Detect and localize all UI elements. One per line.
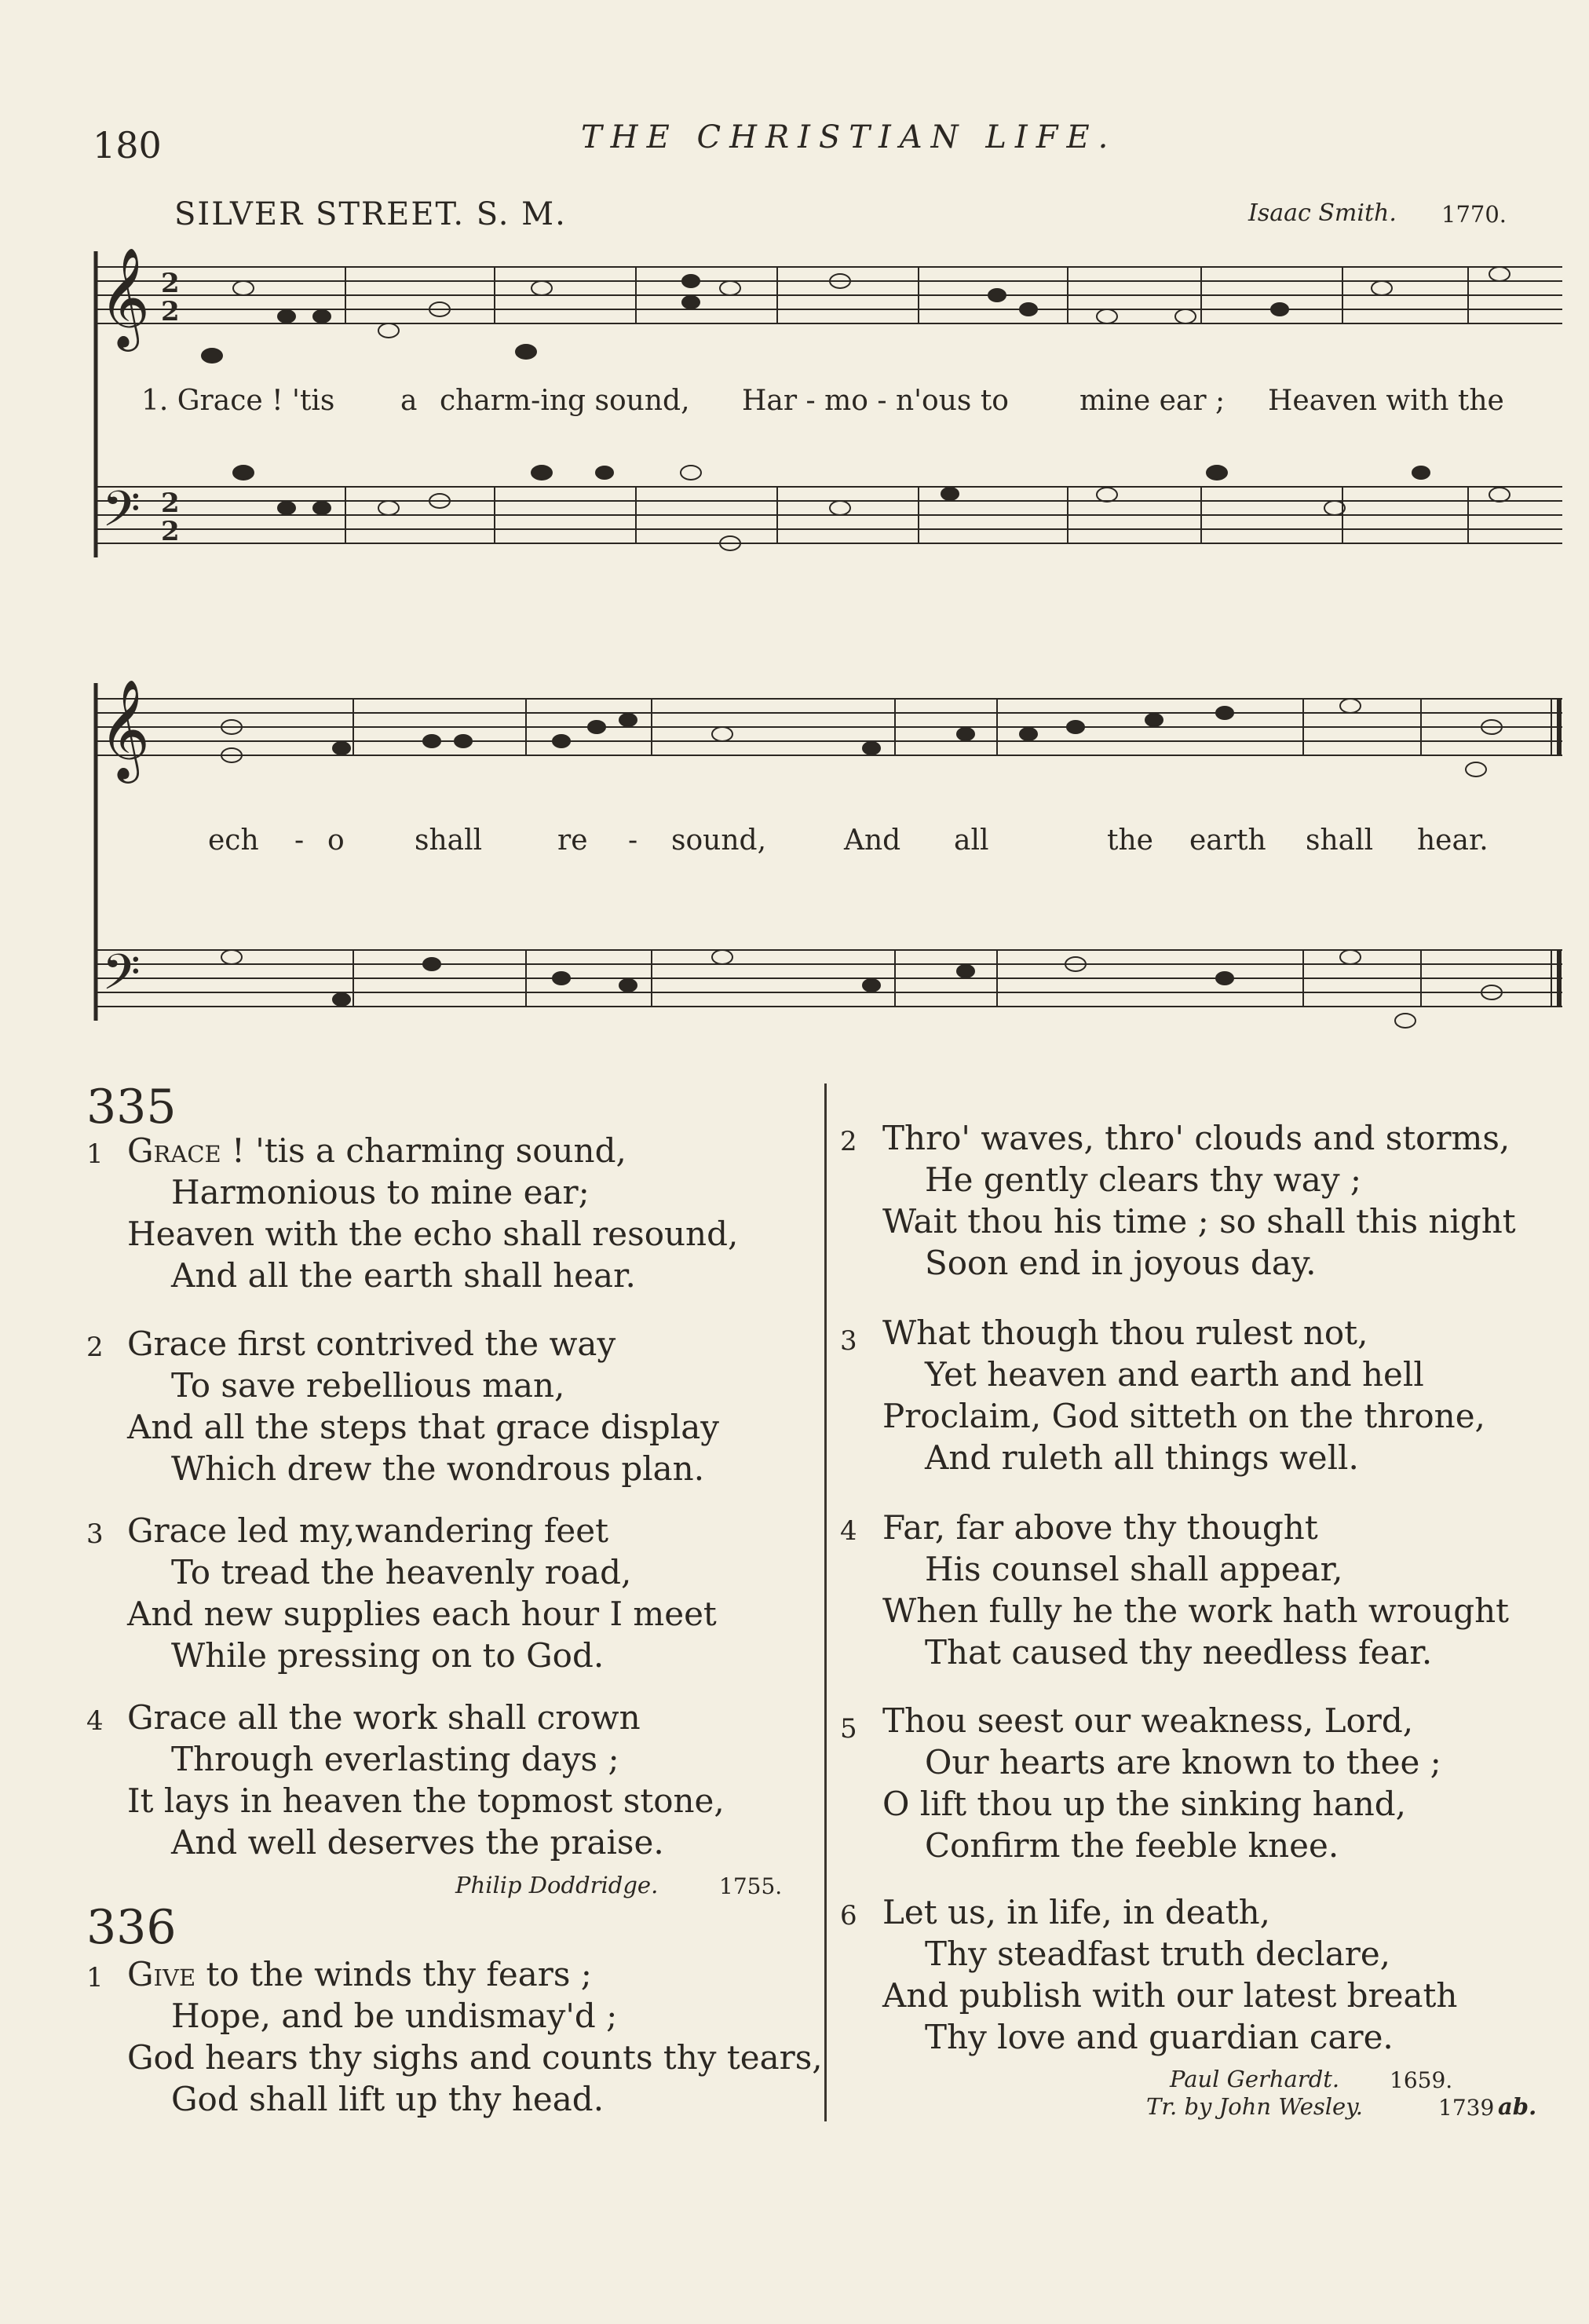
- svg-text:2: 2: [161, 488, 180, 519]
- hymn-year: 1659.: [1390, 2067, 1453, 2093]
- stanza-number: 5: [840, 1713, 857, 1745]
- verse-line: And publish with our latest breath: [882, 1976, 1458, 2015]
- translator-note: ab.: [1498, 2093, 1537, 2120]
- hymn-author: Paul Gerhardt.: [1170, 2066, 1340, 2092]
- verse-line: O lift thou up the sinking hand,: [882, 1785, 1407, 1823]
- bass-staff-2: [96, 950, 1562, 1007]
- stanza-number: 4: [840, 1515, 857, 1547]
- verse-line: Through everlasting days ;: [171, 1740, 619, 1778]
- verse-line: And all the steps that grace display: [127, 1408, 719, 1446]
- final-double-barline: [1551, 699, 1559, 1007]
- stanza-number: 2: [86, 1332, 104, 1363]
- verse-line: God hears thy sighs and counts thy tears,: [127, 2038, 823, 2077]
- svg-text:2: 2: [161, 296, 180, 327]
- lyric-line-2: ech - o shall re - sound, And all the earth shall hear.: [208, 824, 1489, 857]
- stanza-number: 1: [86, 1962, 104, 1993]
- verse-line: And ruleth all things well.: [925, 1438, 1359, 1477]
- hymn-number-336: 336: [86, 1900, 177, 1955]
- verse-line: Harmonious to mine ear;: [171, 1173, 590, 1211]
- hymn-number-335: 335: [86, 1080, 177, 1135]
- verse-line: Thou seest our weakness, Lord,: [882, 1701, 1414, 1740]
- composer: Isaac Smith.: [1248, 199, 1397, 227]
- verse-line: Grace led my,wandering feet: [127, 1511, 608, 1550]
- translator-year: 1739: [1438, 2095, 1495, 2121]
- stanza-number: 3: [86, 1518, 104, 1550]
- verse-line: Grace all the work shall crown: [127, 1698, 641, 1737]
- tune-name: SILVER STREET. S. M.: [174, 196, 567, 232]
- verse-line: Far, far above thy thought: [882, 1508, 1318, 1547]
- verse-line: Confirm the feeble knee.: [925, 1826, 1339, 1865]
- treble-staff-2: [96, 699, 1562, 755]
- hymn-year: 1755.: [719, 1873, 783, 1899]
- verse-line: God shall lift up thy head.: [171, 2080, 605, 2118]
- stanza-number: 3: [840, 1325, 857, 1357]
- bass-notes: [233, 466, 1510, 550]
- verse-line: It lays in heaven the topmost stone,: [127, 1781, 725, 1820]
- page-number: 180: [93, 124, 162, 166]
- verse-line: Wait thou his time ; so shall this night: [882, 1202, 1516, 1241]
- verse-line: His counsel shall appear,: [925, 1550, 1343, 1588]
- bass-clef-icon: 𝄢: [102, 480, 141, 550]
- treble-notes-2: [221, 699, 1502, 776]
- verse-line: Grace ! 'tis a charming sound,: [127, 1131, 626, 1170]
- bass-clef-icon: 𝄢: [102, 943, 141, 1013]
- composer-year: 1770.: [1441, 201, 1507, 228]
- stanza-number: 1: [86, 1138, 104, 1170]
- verse-line: To save rebellious man,: [171, 1366, 565, 1405]
- verse-line: Which drew the wondrous plan.: [171, 1449, 705, 1488]
- verse-line: Soon end in joyous day.: [925, 1244, 1317, 1282]
- running-title: THE CHRISTIAN LIFE.: [581, 119, 1117, 155]
- lyric-line-1: 1. Grace ! 'tis a charm-ing sound, Har - mo - n'ous to mine ear ; Heaven with the: [141, 385, 1504, 417]
- verse-line: Thy love and guardian care.: [925, 2018, 1394, 2056]
- verse-line: Yet heaven and earth and hell: [925, 1355, 1424, 1394]
- verse-line: Heaven with the echo shall resound,: [127, 1215, 739, 1253]
- stanza-number: 6: [840, 1900, 857, 1931]
- hymn-translator: Tr. by John Wesley.: [1146, 2093, 1363, 2120]
- treble-clef-icon: 𝄞: [99, 247, 151, 347]
- verse-line: Give to the winds thy fears ;: [127, 1955, 592, 1993]
- music-system-1: [86, 228, 1570, 605]
- bass-notes-2: [221, 950, 1502, 1028]
- verse-line: Grace first contrived the way: [127, 1325, 616, 1363]
- verse-line: And new supplies each hour I meet: [127, 1595, 717, 1633]
- verse-line: Thy steadfast truth declare,: [925, 1935, 1391, 1973]
- verse-line: While pressing on to God.: [171, 1636, 605, 1675]
- verse-line: What though thou rulest not,: [882, 1314, 1368, 1352]
- music-system-2: [86, 652, 1570, 1068]
- verse-line: Hope, and be undismay'd ;: [171, 1997, 618, 2035]
- verse-line: Our hearts are known to thee ;: [925, 1743, 1441, 1781]
- verse-line: To tread the heavenly road,: [171, 1553, 632, 1591]
- verse-line: That caused thy needless fear.: [925, 1633, 1433, 1672]
- treble-clef-icon: 𝄞: [99, 678, 151, 779]
- verse-line: When fully he the work hath wrought: [882, 1591, 1510, 1630]
- column-divider: [824, 1083, 827, 2121]
- stanza-number: 2: [840, 1126, 857, 1157]
- verse-line: And all the earth shall hear.: [171, 1256, 636, 1295]
- verse-line: Proclaim, God sitteth on the throne,: [882, 1397, 1485, 1435]
- stanza-number: 4: [86, 1705, 104, 1737]
- hymn-author: Philip Doddridge.: [455, 1872, 659, 1898]
- verse-line: Let us, in life, in death,: [882, 1893, 1270, 1931]
- verse-line: And well deserves the praise.: [171, 1823, 664, 1862]
- svg-text:2: 2: [161, 268, 180, 299]
- svg-text:2: 2: [161, 516, 180, 547]
- verse-line: Thro' waves, thro' clouds and storms,: [882, 1119, 1510, 1157]
- verse-line: He gently clears thy way ;: [925, 1160, 1362, 1199]
